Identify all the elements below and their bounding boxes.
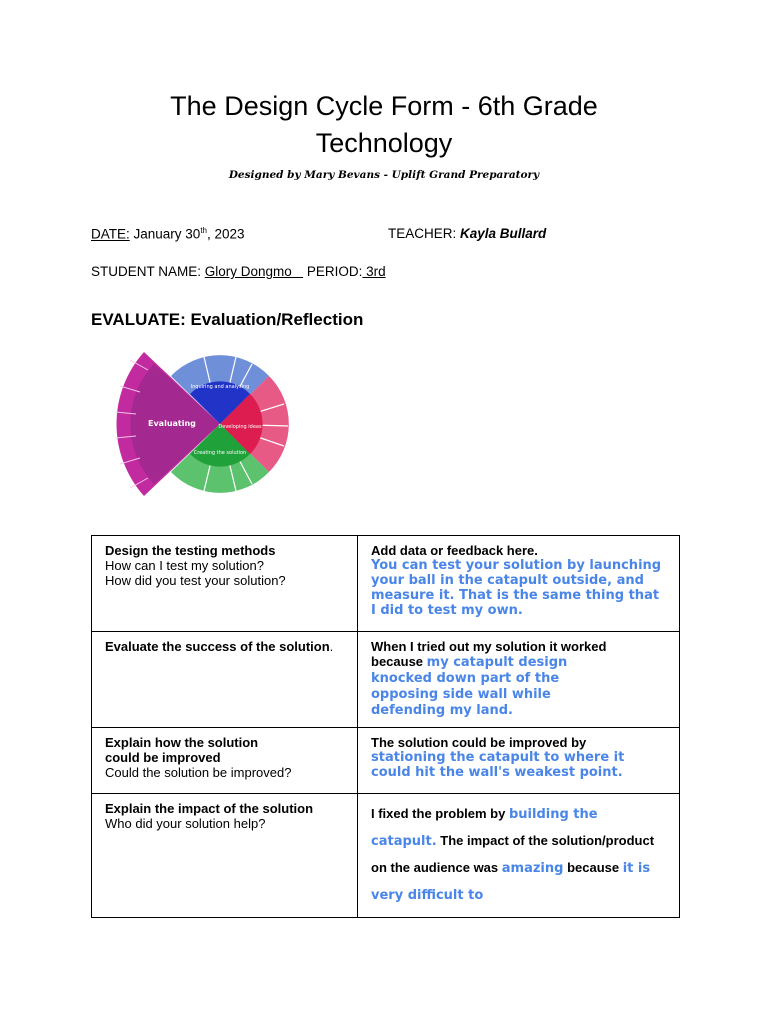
date-line bbox=[91, 226, 245, 242]
response-text bbox=[371, 654, 571, 718]
wheel-label-evaluating: Evaluating bbox=[148, 419, 196, 428]
table-cell-prompt bbox=[92, 536, 358, 632]
prompt-question: Could the solution be improved? bbox=[105, 765, 292, 780]
section-heading: EVALUATE: Evaluation/Reflection bbox=[91, 310, 364, 329]
prompt-heading: Explain how the solution bbox=[105, 735, 259, 750]
student-line bbox=[91, 264, 386, 279]
table-cell-response bbox=[358, 728, 680, 794]
response-label: The solution could be improved by bbox=[371, 735, 587, 750]
teacher-name: Kayla Bullard bbox=[460, 226, 547, 241]
prompt-question: Who did your solution help? bbox=[105, 816, 266, 831]
wheel-label-developing: Developing ideas bbox=[218, 424, 262, 430]
response-answer: it is very difficult to bbox=[371, 861, 651, 903]
wheel-label-inquiring: Inquiring and analysing bbox=[190, 384, 250, 390]
response-answer: amazing bbox=[501, 861, 564, 876]
table-row bbox=[92, 728, 680, 794]
student-label: STUDENT NAME: bbox=[91, 264, 205, 279]
prompt-heading: Evaluate the success of the solution bbox=[105, 639, 330, 654]
prompt-question: How can I test my solution? bbox=[105, 558, 264, 573]
title-line-2: Technology bbox=[315, 128, 453, 158]
response-label: When I tried out my solution it worked bbox=[371, 639, 607, 654]
design-cycle-wheel bbox=[104, 348, 294, 516]
subtitle: Designed by Mary Bevans - Uplift Grand Preparatory bbox=[228, 169, 540, 181]
prompt-heading: Design the testing methods bbox=[105, 543, 276, 558]
prompt-heading: could be improved bbox=[105, 750, 221, 765]
response-label: Add data or feedback here. bbox=[371, 543, 538, 558]
page-title bbox=[0, 88, 768, 162]
evaluation-table bbox=[91, 535, 680, 918]
period-label: PERIOD: bbox=[306, 264, 363, 279]
response-label: because bbox=[371, 654, 427, 669]
table-cell-prompt bbox=[92, 794, 358, 918]
teacher-label: TEACHER: bbox=[388, 226, 461, 241]
date-label: DATE: bbox=[91, 226, 130, 242]
teacher-line bbox=[388, 226, 546, 241]
response-answer: my catapult design knocked down part of the opposing side wall while defending my land. bbox=[371, 655, 568, 718]
response-answer: stationing the catapult to where it could hit the wall's weakest point. bbox=[371, 750, 625, 780]
prompt-heading: Explain the impact of the solution bbox=[105, 801, 314, 816]
response-label: The impact of the solution/product on the audience was bbox=[371, 833, 655, 875]
table-cell-prompt bbox=[92, 632, 358, 728]
table-cell-response bbox=[358, 632, 680, 728]
response-label: because bbox=[563, 860, 623, 875]
date-superscript: th bbox=[200, 226, 207, 235]
title-line-1: The Design Cycle Form - 6th Grade bbox=[170, 91, 598, 121]
table-row bbox=[92, 536, 680, 632]
response-answer: building the catapult. bbox=[371, 807, 598, 849]
prompt-heading-suffix: . bbox=[329, 639, 334, 654]
table-row bbox=[92, 794, 680, 918]
table-cell-prompt bbox=[92, 728, 358, 794]
table-cell-response bbox=[358, 536, 680, 632]
table-row bbox=[92, 632, 680, 728]
student-name: Glory Dongmo bbox=[204, 264, 304, 279]
response-answer: You can test your solution by launching your ball in the catapult outside, and measure it. That is the same thing that I did to test my own. bbox=[371, 558, 662, 618]
table-cell-response bbox=[358, 794, 680, 918]
response-label: I fixed the problem by bbox=[371, 806, 509, 821]
wheel-label-creating: Creating the solution bbox=[193, 450, 247, 456]
date-year: , 2023 bbox=[206, 226, 245, 242]
date-value: January 30 bbox=[129, 226, 201, 242]
prompt-question: How did you test your solution? bbox=[105, 573, 286, 588]
period-value: 3rd bbox=[362, 264, 386, 279]
